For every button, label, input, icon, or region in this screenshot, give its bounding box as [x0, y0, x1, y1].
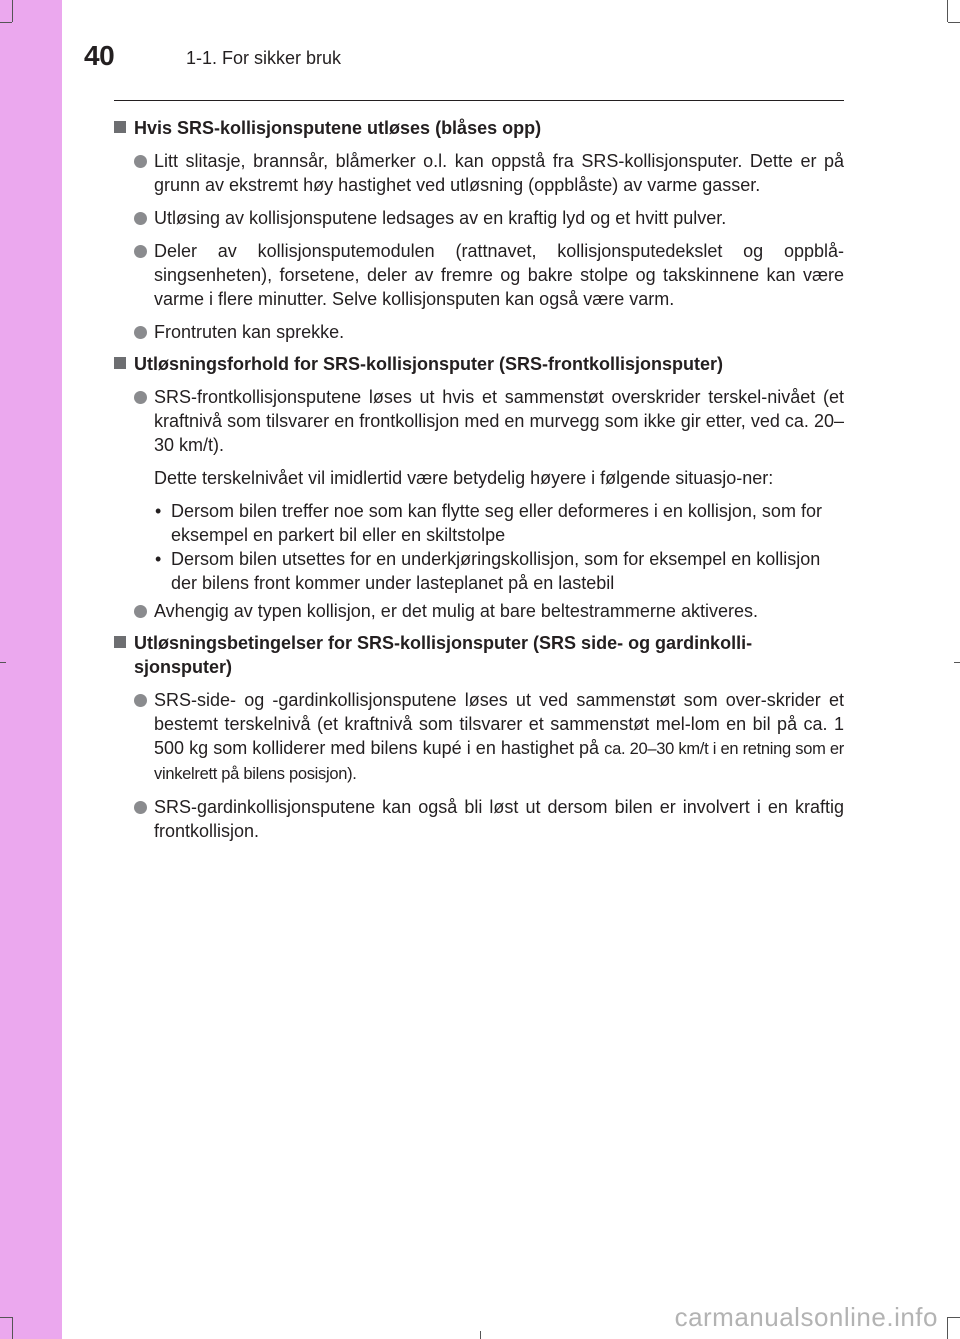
crop-mark	[0, 1317, 12, 1318]
crop-mark	[948, 22, 960, 23]
page-content	[114, 108, 844, 843]
page-number: 40	[84, 40, 115, 71]
crop-mark	[0, 22, 12, 23]
crop-mark	[947, 0, 948, 22]
section-heading: Hvis SRS-kollisjonsputene utløses (blåses opp)	[114, 116, 844, 140]
sub-item: • Dersom bilen utsettes for en underkjøringskollisjon, som for eksempel en kollisjon der bilens front kommer under lasteplanet på en lastebil	[114, 547, 844, 595]
bullet-item: Frontruten kan sprekke.	[114, 320, 844, 344]
bullet-item	[114, 688, 844, 786]
crop-mark	[947, 1317, 948, 1339]
bullet-text: SRS-side- og -gardinkollisjonsputene løses ut ved sammenstøt som over-skrider et bestemt terskelnivå (et kraftnivå som tilsvarer et sammenstøt mel-lom en bil på ca. 1 500 kg som kolliderer med bilens kupé i en hastighet på	[154, 690, 844, 758]
header-rule	[114, 100, 844, 101]
bullet-item: Litt slitasje, brannsår, blåmerker o.l. kan oppstå fra SRS-kollisjonsputer. Dette er på grunn av ekstremt høy hastighet ved utløsning (oppblåste) av varme gasser.	[114, 149, 844, 197]
bullet-item: SRS-gardinkollisjonsputene kan også bli løst ut dersom bilen er involvert i en kraftig frontkollisjon.	[114, 795, 844, 843]
section-heading: Utløsningsbetingelser for SRS-kollisjonsputer (SRS side- og gardinkolli-sjonsputer)	[114, 631, 844, 679]
bullet-item: Deler av kollisjonsputemodulen (rattnavet, kollisjonsputedekslet og oppblå-singsenheten), forsetene, deler av fremre og bakre stolpe og takskinnene kan være varme i flere minutter. Selve kollisjonsputen kan også være varm.	[114, 239, 844, 311]
sub-item: • Dersom bilen treffer noe som kan flytte seg eller deformeres i en kollisjon, som for eksempel en parkert bil eller en skiltstolpe	[114, 499, 844, 547]
sub-list	[114, 499, 844, 595]
section-heading: Utløsningsforhold for SRS-kollisjonsputer (SRS-frontkollisjonsputer)	[114, 352, 844, 376]
bullet-item: Avhengig av typen kollisjon, er det mulig at bare beltestrammerne aktiveres.	[114, 599, 844, 623]
side-color-band	[0, 0, 62, 1339]
crop-mark	[12, 0, 13, 22]
bullet-item: Utløsing av kollisjonsputene ledsages av en kraftig lyd og et hvitt pulver.	[114, 206, 844, 230]
crop-mark	[12, 1317, 13, 1339]
crop-mark	[480, 1331, 481, 1339]
paragraph: Dette terskelnivået vil imidlertid være betydelig høyere i følgende situasjo-ner:	[154, 468, 774, 488]
section-title: 1-1. For sikker bruk	[186, 48, 342, 68]
bullet-text-condensed: ca. 20–30 km/t i en retning som er vinkelrett på bilens posisjon).	[154, 740, 844, 783]
bullet-item: SRS-frontkollisjonsputene løses ut hvis et sammenstøt overskrider terskel-nivået (et kraftnivå som tilsvarer en frontkollisjon med en murvegg som ikke gir etter, ved ca. 20–30 km/t).	[114, 385, 844, 457]
crop-mark	[0, 662, 6, 663]
crop-mark	[954, 662, 960, 663]
crop-mark	[948, 1317, 960, 1318]
watermark: carmanualsonline.info	[674, 1302, 938, 1332]
